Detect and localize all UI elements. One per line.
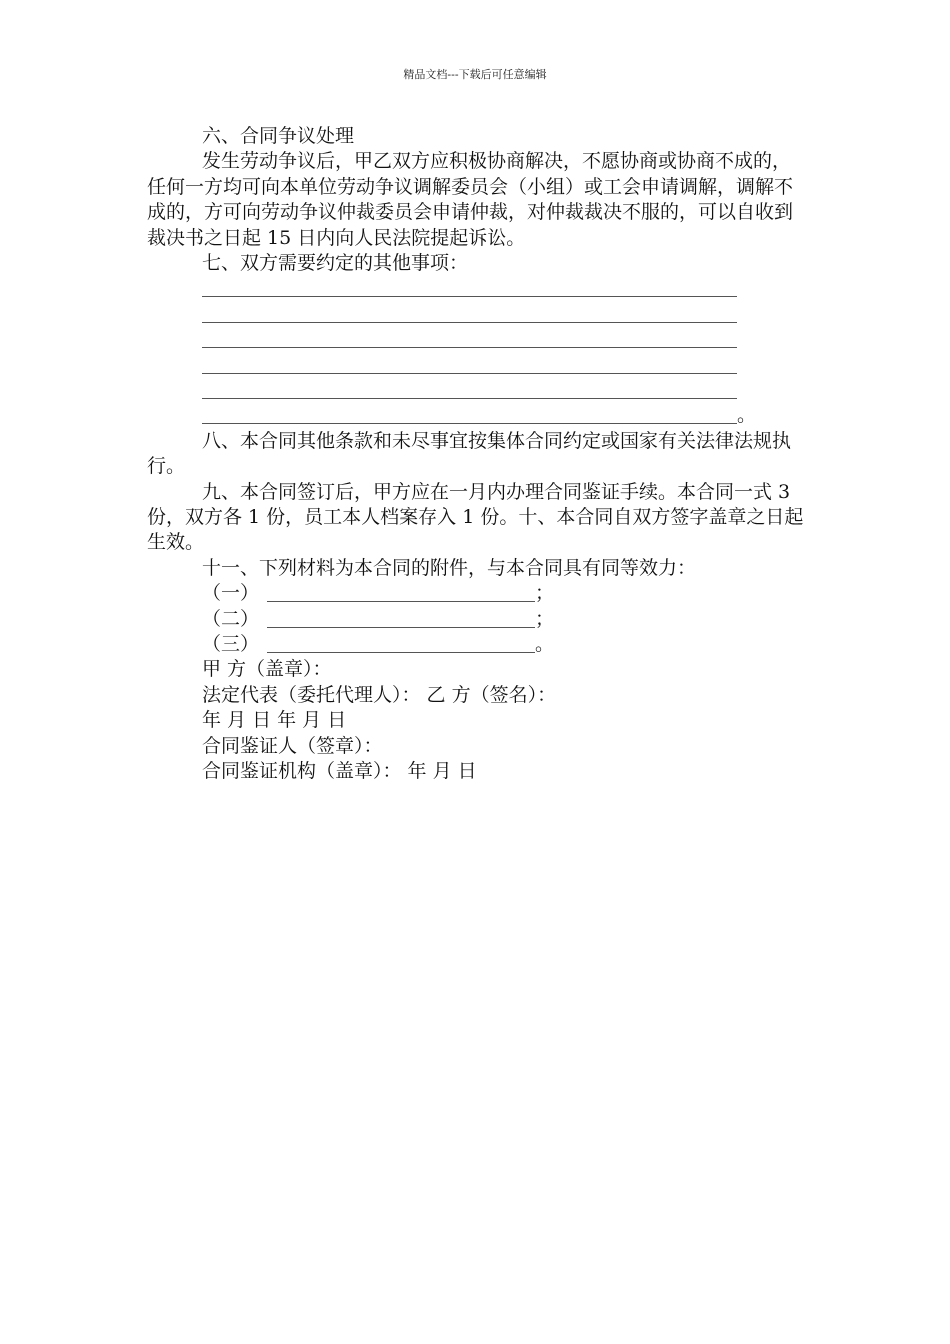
attachment-end: 。	[535, 633, 555, 656]
agency-line: 合同鉴证机构（盖章）： 年 月 日	[202, 760, 477, 783]
section-9: 九、本合同签订后，甲方应在一月内办理合同鉴证手续。本合同一式 3 份，双方各 1 份，员工本人档案存入 1 份。十、本合同自双方签字盖章之日起生效。	[147, 480, 804, 554]
blank-line	[202, 353, 809, 378]
section-8: 八、本合同其他条款和未尽事宜按集体合同约定或国家有关法律法规执行。	[147, 429, 792, 478]
attachment-label: （二）	[202, 607, 260, 630]
date-line: 年 月 日 年 月 日	[202, 709, 347, 732]
attachment-label: （一）	[202, 582, 260, 605]
attachment-item	[202, 581, 809, 606]
blank-line-last	[202, 403, 809, 428]
document-body	[147, 124, 809, 784]
attachment-blank	[267, 632, 535, 653]
attachment-end: ；	[535, 582, 555, 605]
end-mark: 。	[737, 404, 757, 427]
section-6-title: 六、合同争议处理	[202, 125, 355, 147]
blank-line	[202, 276, 809, 301]
page-header: 精品文档---下载后可任意编辑	[403, 68, 547, 81]
attachment-blank	[267, 581, 535, 602]
blank-line	[202, 302, 809, 327]
party-a-seal: 甲 方（盖章）：	[202, 658, 332, 681]
section-11: 十一、下列材料为本合同的附件，与本合同具有同等效力：	[202, 556, 697, 579]
blank-line	[202, 378, 809, 403]
blank-line	[202, 327, 809, 352]
attachment-item	[202, 632, 809, 657]
attachment-blank	[267, 607, 535, 628]
verifier-line: 合同鉴证人（签章）：	[202, 734, 383, 757]
representative-line: 法定代表（委托代理人）： 乙 方（签名）：	[202, 683, 557, 706]
attachment-item	[202, 607, 809, 632]
section-7-title: 七、双方需要约定的其他事项：	[202, 252, 469, 275]
attachment-label: （三）	[202, 633, 260, 656]
section-6-body: 发生劳动争议后，甲乙双方应积极协商解决，不愿协商或协商不成的，任何一方均可向本单位劳动争议调解委员会（小组）或工会申请调解，调解不成的，方可向劳动争议仲裁委员会申请仲裁，对仲裁裁决不服的，可以自收到裁决书之日起 15 日内向人民法院提起诉讼。	[147, 150, 794, 249]
attachment-end: ；	[535, 607, 555, 630]
